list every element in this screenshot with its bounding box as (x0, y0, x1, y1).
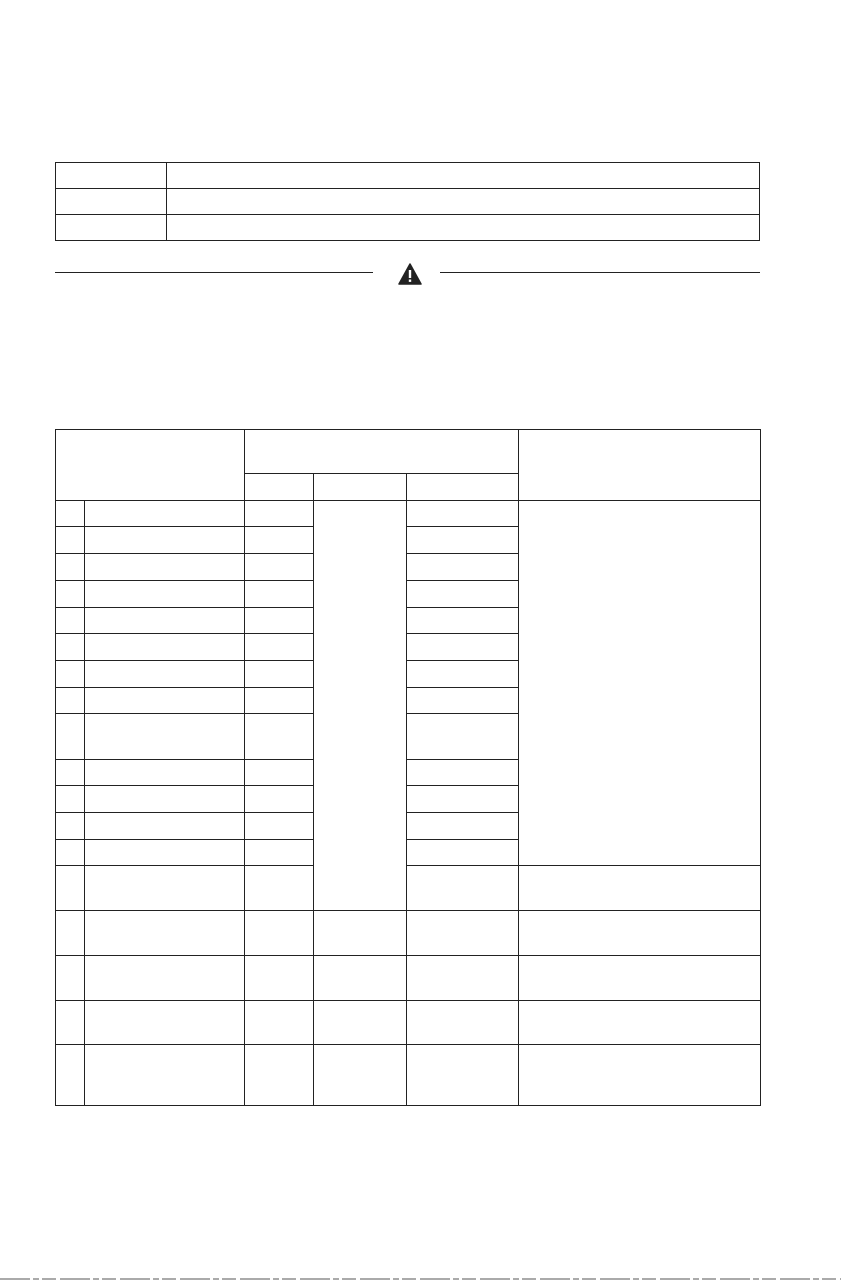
row-c (407, 634, 519, 661)
row-name (85, 956, 245, 1001)
subheader-a (245, 474, 314, 501)
row-name (85, 786, 245, 813)
warning-triangle-icon (398, 263, 422, 285)
table-row (56, 1045, 761, 1106)
row-c (407, 501, 519, 527)
row-a (245, 840, 314, 866)
row-name (85, 554, 245, 581)
row-c (407, 840, 519, 866)
row-c (407, 1045, 519, 1106)
row-name (85, 581, 245, 608)
row-number (56, 956, 85, 1001)
row-name (85, 688, 245, 714)
row-a (245, 911, 314, 956)
info-value (167, 163, 760, 189)
row-name (85, 634, 245, 661)
row-a (245, 581, 314, 608)
row-name (85, 501, 245, 527)
row-number (56, 813, 85, 840)
table-row (56, 501, 761, 527)
row-c (407, 760, 519, 786)
row-a (245, 714, 314, 760)
info-label (56, 215, 167, 241)
subheader-b (314, 474, 407, 501)
row-c (407, 608, 519, 634)
row-b (314, 911, 407, 956)
row-a (245, 688, 314, 714)
subheader-c (407, 474, 519, 501)
row-c (407, 1001, 519, 1045)
row-c (407, 554, 519, 581)
row-a (245, 866, 314, 911)
row-number (56, 688, 85, 714)
row-name (85, 527, 245, 554)
info-label (56, 163, 167, 189)
divider-right (440, 272, 760, 273)
row-number (56, 527, 85, 554)
row-a (245, 1045, 314, 1106)
row-number (56, 634, 85, 661)
row-name (85, 714, 245, 760)
row-number (56, 501, 85, 527)
row-b (314, 1045, 407, 1106)
row-number (56, 608, 85, 634)
page-edge-marks (0, 1277, 841, 1281)
row-name (85, 760, 245, 786)
header-item (56, 430, 245, 501)
row-a (245, 554, 314, 581)
divider-left (55, 272, 373, 273)
row-number (56, 840, 85, 866)
row-c (407, 786, 519, 813)
row-name (85, 866, 245, 911)
row-name (85, 1001, 245, 1045)
row-d (519, 1045, 761, 1106)
row-number (56, 786, 85, 813)
row-b (314, 956, 407, 1001)
table-row (56, 1001, 761, 1045)
row-c (407, 688, 519, 714)
row-c (407, 813, 519, 840)
info-row (56, 189, 760, 215)
row-name (85, 1045, 245, 1106)
info-row (56, 215, 760, 241)
row-c (407, 911, 519, 956)
row-name (85, 840, 245, 866)
row-b (407, 866, 519, 911)
row-number (56, 554, 85, 581)
header-group (245, 430, 519, 474)
row-c (407, 527, 519, 554)
header-remarks (519, 430, 761, 501)
merged-b-cell (314, 501, 407, 911)
row-c (407, 714, 519, 760)
row-name (85, 911, 245, 956)
row-number (56, 1045, 85, 1106)
row-name (85, 813, 245, 840)
header-row (56, 430, 761, 474)
row-c (407, 581, 519, 608)
row-number (56, 866, 85, 911)
row-number (56, 760, 85, 786)
row-a (245, 786, 314, 813)
info-value (167, 189, 760, 215)
row-number (56, 661, 85, 688)
row-c (407, 956, 519, 1001)
row-name (85, 661, 245, 688)
row-a (245, 956, 314, 1001)
row-a (245, 760, 314, 786)
row-c (407, 661, 519, 688)
info-table (55, 162, 760, 241)
row-d (519, 911, 761, 956)
row-a (245, 634, 314, 661)
row-number (56, 581, 85, 608)
row-name (85, 608, 245, 634)
spec-table (55, 429, 761, 1106)
row-a (245, 527, 314, 554)
info-value (167, 215, 760, 241)
row-a (245, 661, 314, 688)
info-row (56, 163, 760, 189)
merged-d-cell (519, 501, 761, 866)
row-d (519, 956, 761, 1001)
table-row (56, 911, 761, 956)
row-a (245, 1001, 314, 1045)
info-label (56, 189, 167, 215)
row-a (245, 608, 314, 634)
row-a (245, 813, 314, 840)
row-b (314, 1001, 407, 1045)
row-number (56, 911, 85, 956)
table-row (56, 956, 761, 1001)
row-number (56, 1001, 85, 1045)
row-number (56, 714, 85, 760)
row-a (245, 501, 314, 527)
table-row (56, 866, 761, 911)
row-d (519, 1001, 761, 1045)
row-c (519, 866, 761, 911)
